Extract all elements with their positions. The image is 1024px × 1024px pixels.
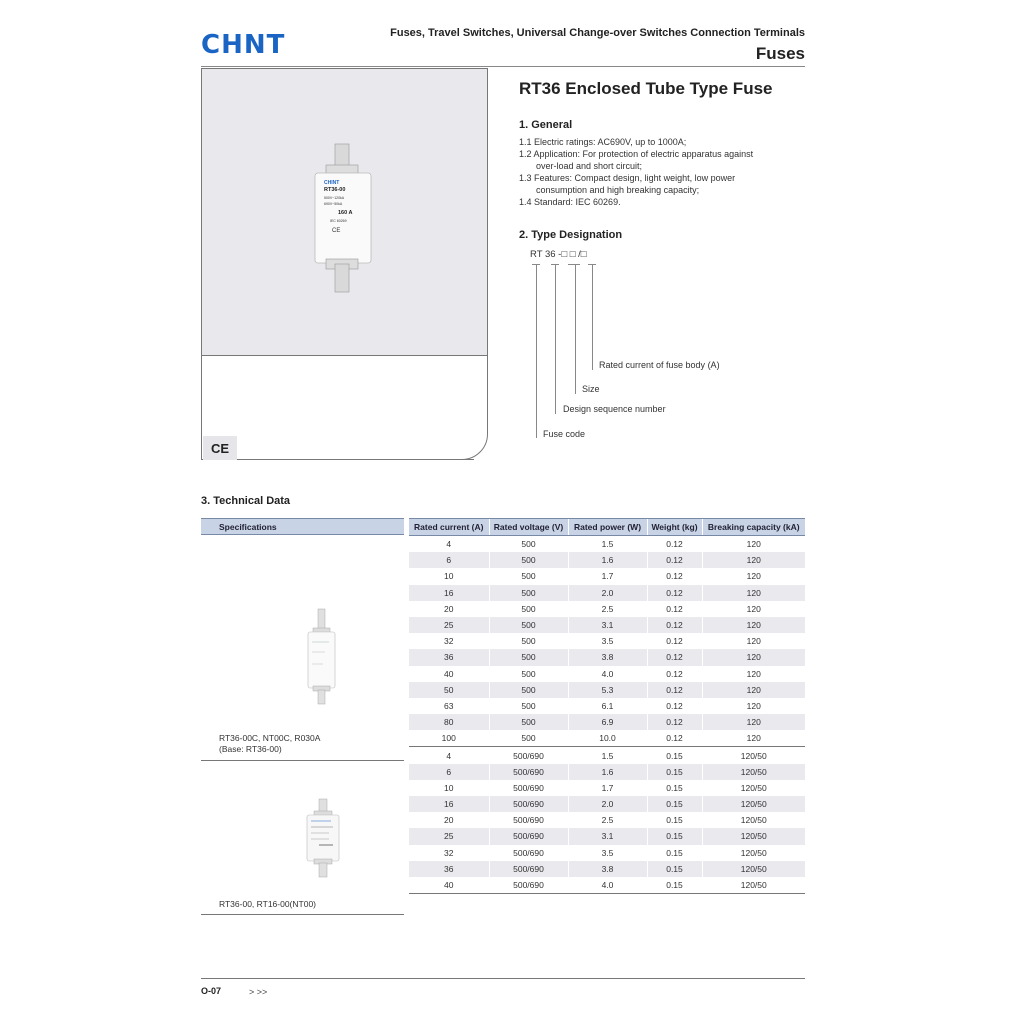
table-cell: 500 [489,666,568,682]
general-list [519,136,819,208]
table-cell: 10.0 [568,730,647,747]
table-cell: 1.6 [568,552,647,568]
table-cell: 120/50 [702,747,805,764]
table-cell: 0.12 [647,666,702,682]
page-nav-arrows[interactable]: > >> [249,987,268,997]
general-item-1: 1.1 Electric ratings: AC690V, up to 1000A; [519,137,687,147]
table-cell: 36 [409,649,489,665]
table-cell: 120/50 [702,828,805,844]
table-cell: 1.5 [568,747,647,764]
fuse-std-text: IEC 60269 [330,219,347,223]
brand-logo: CHNT [201,30,286,60]
table-cell: 120/50 [702,861,805,877]
table-cell: 10 [444,782,454,793]
table-cell: 120/50 [702,877,805,894]
table-cell: 3.8 [568,861,647,877]
table-row [409,764,805,780]
table-cell: 0.12 [647,585,702,601]
table-cell: 500 [489,568,568,584]
col-rated-voltage: Rated voltage (V) [489,519,568,536]
table-row [409,617,805,633]
table-cell: 120/50 [702,780,805,796]
table-cell: 500/690 [489,780,568,796]
label-size: Size [582,384,600,394]
technical-heading: 3. Technical Data [201,495,291,507]
table-cell: 500/690 [489,828,568,844]
designation-heading: 2. Type Designation [519,229,623,241]
table-cell: 100 [409,730,489,747]
table-cell: 3.8 [568,649,647,665]
table-row [409,649,805,665]
label-design-seq: Design sequence number [563,404,666,414]
general-item-3: 1.3 Features: Compact design, light weight, low power [519,173,736,183]
fuse-00-image [297,797,357,897]
table-cell: 500 [489,649,568,665]
table-cell: 2.0 [568,796,647,812]
table-cell: 500 [489,536,568,553]
table-cell: 4.0 [568,877,647,894]
general-item-2-cont: over-load and short circuit; [536,161,643,171]
fuse-ce-mark: CE [332,228,341,234]
table-cell: 63 [444,700,454,711]
table-cell: 500/690 [489,764,568,780]
fuse-model-text: RT36-00 [324,187,346,193]
table-cell: 2.5 [568,812,647,828]
table-cell: 40 [409,877,489,894]
table-cell: 500 [489,633,568,649]
table-cell: 3.5 [568,845,647,861]
table-cell: 500 [489,617,568,633]
table-row [409,698,805,714]
table-cell: 25 [409,617,489,633]
table-cell: 500/690 [489,845,568,861]
col-weight: Weight (kg) [647,519,702,536]
table-cell: 120 [702,536,805,553]
table-cell: 120/50 [702,764,805,780]
spec-column-header: Specifications [201,518,404,535]
table-cell: 500/690 [489,812,568,828]
label-fuse-code: Fuse code [543,429,586,439]
fuse-rating1-text: 500V~120kA [324,196,345,200]
table-header-row [409,519,805,536]
fuse-brand-text: CHINT [324,180,340,186]
table-row [409,861,805,877]
table-cell: 16 [409,585,489,601]
table-cell: 6.9 [568,714,647,730]
table-cell: 10 [444,571,454,582]
table-row [409,714,805,730]
table-cell: 0.15 [647,861,702,877]
table-cell: 500 [489,601,568,617]
table-cell: 120 [702,568,805,584]
table-cell: 120 [702,666,805,682]
table-cell: 500 [489,682,568,698]
table-cell: 2.0 [568,585,647,601]
general-item-2: 1.2 Application: For protection of electric apparatus against [519,149,754,159]
table-cell: 0.12 [647,714,702,730]
table-cell: 6 [409,552,489,568]
leader-fuse-code [536,264,537,438]
table-row [409,730,805,747]
ce-mark-badge: CE [203,436,237,460]
fuse-rating2-text: 690V~50kA [324,202,343,206]
spec-group-2 [201,761,404,915]
table-cell: 120/50 [702,845,805,861]
product-title: RT36 Enclosed Tube Type Fuse [519,79,773,98]
table-cell: 120 [702,617,805,633]
table-cell: 80 [409,714,489,730]
frame-bottom-line [244,459,474,460]
table-cell: 1.7 [568,568,647,584]
table-cell: 3.1 [568,828,647,844]
table-cell: 0.12 [647,552,702,568]
table-cell: 16 [409,796,489,812]
table-cell: 1.6 [568,764,647,780]
fuse-00c-image [299,606,359,716]
table-cell: 120 [702,601,805,617]
page-number: O-07 [201,986,222,996]
table-row [409,633,805,649]
spec-group-1 [201,536,404,761]
table-row [409,666,805,682]
table-row [409,552,805,568]
designation-code: RT 36 -□ □ /□ [530,249,587,260]
general-item-4: 1.4 Standard: IEC 60269. [519,197,621,207]
table-cell: 120 [702,698,805,714]
table-cell: 500/690 [489,796,568,812]
table-cell: 500 [489,585,568,601]
table-row [409,845,805,861]
table-row [409,682,805,698]
table-cell: 36 [409,861,489,877]
col-rated-power: Rated power (W) [568,519,647,536]
table-cell: 0.15 [647,780,702,796]
table-cell: 500 [489,730,568,747]
table-cell: 120/50 [702,812,805,828]
table-cell: 1.5 [568,536,647,553]
table-cell: 120 [702,633,805,649]
spec-group-1-label: RT36-00C, NT00C, R030A [219,733,321,743]
general-item-3-cont: consumption and high breaking capacity; [536,185,700,195]
table-row [409,780,805,796]
table-cell: 3.5 [568,633,647,649]
table-cell: 500 [489,714,568,730]
table-row [409,601,805,617]
table-cell: 0.12 [647,536,702,553]
product-image-panel [202,69,487,356]
table-row [409,747,805,764]
table-cell: 120 [702,649,805,665]
table-cell: 0.12 [647,568,702,584]
table-cell: 32 [444,847,454,858]
leader-tick [568,264,580,265]
table-cell: 120 [702,714,805,730]
section-title: Fuses [755,44,805,63]
table-cell: 3.1 [568,617,647,633]
table-cell: 500/690 [489,747,568,764]
table-row [409,568,805,584]
technical-data-table [409,518,805,894]
table-cell: 4 [446,750,452,761]
table-cell: 6 [409,764,489,780]
table-cell: 0.15 [647,764,702,780]
table-cell: 0.15 [647,845,702,861]
table-cell: 1.7 [568,780,647,796]
table-cell: 120 [702,585,805,601]
table-cell: 0.12 [647,601,702,617]
leader-size [575,264,576,394]
table-cell: 0.15 [647,747,702,764]
category-title: Fuses, Travel Switches, Universal Change-over Switches Connection Terminals [390,27,805,39]
footer-divider [201,978,805,979]
fuse-image [202,69,487,355]
table-cell: 6.1 [568,698,647,714]
table-cell: 0.15 [647,796,702,812]
leader-design-seq [555,264,556,414]
table-cell: 120/50 [702,796,805,812]
table-cell: 500/690 [489,877,568,894]
spec-group-1-sublabel: (Base: RT36-00) [219,744,282,754]
table-cell: 0.15 [647,828,702,844]
table-cell: 0.12 [647,682,702,698]
table-cell: 500/690 [489,861,568,877]
table-cell: 4 [446,539,452,550]
table-row [409,796,805,812]
table-cell: 40 [444,668,454,679]
general-heading: 1. General [519,119,573,131]
table-row [409,812,805,828]
table-row [409,828,805,844]
table-cell: 500 [489,552,568,568]
table-row [409,877,805,894]
table-cell: 0.15 [647,877,702,894]
label-rated-current: Rated current of fuse body (A) [599,360,720,370]
spec-group-2-label: RT36-00, RT16-00(NT00) [219,899,317,909]
table-cell: 32 [444,636,454,647]
table-cell: 25 [409,828,489,844]
table-cell: 5.3 [568,682,647,698]
table-cell: 0.15 [647,812,702,828]
col-rated-current: Rated current (A) [409,519,489,536]
table-cell: 0.12 [647,730,702,747]
leader-rated-current [592,264,593,370]
table-cell: 20 [444,815,454,826]
fuse-current-text: 160 A [338,210,353,216]
table-cell: 120 [702,730,805,747]
table-row [409,585,805,601]
table-cell: 120 [702,682,805,698]
table-cell: 0.12 [647,698,702,714]
table-cell: 50 [409,682,489,698]
table-cell: 2.5 [568,601,647,617]
header-divider [201,66,805,67]
table-cell: 120 [702,552,805,568]
table-cell: 0.12 [647,649,702,665]
table-cell: 20 [444,603,454,614]
col-breaking-capacity: Breaking capacity (kA) [702,519,805,536]
table-cell: 0.12 [647,633,702,649]
table-cell: 0.12 [647,617,702,633]
table-cell: 4.0 [568,666,647,682]
table-row [409,536,805,553]
table-cell: 500 [489,698,568,714]
